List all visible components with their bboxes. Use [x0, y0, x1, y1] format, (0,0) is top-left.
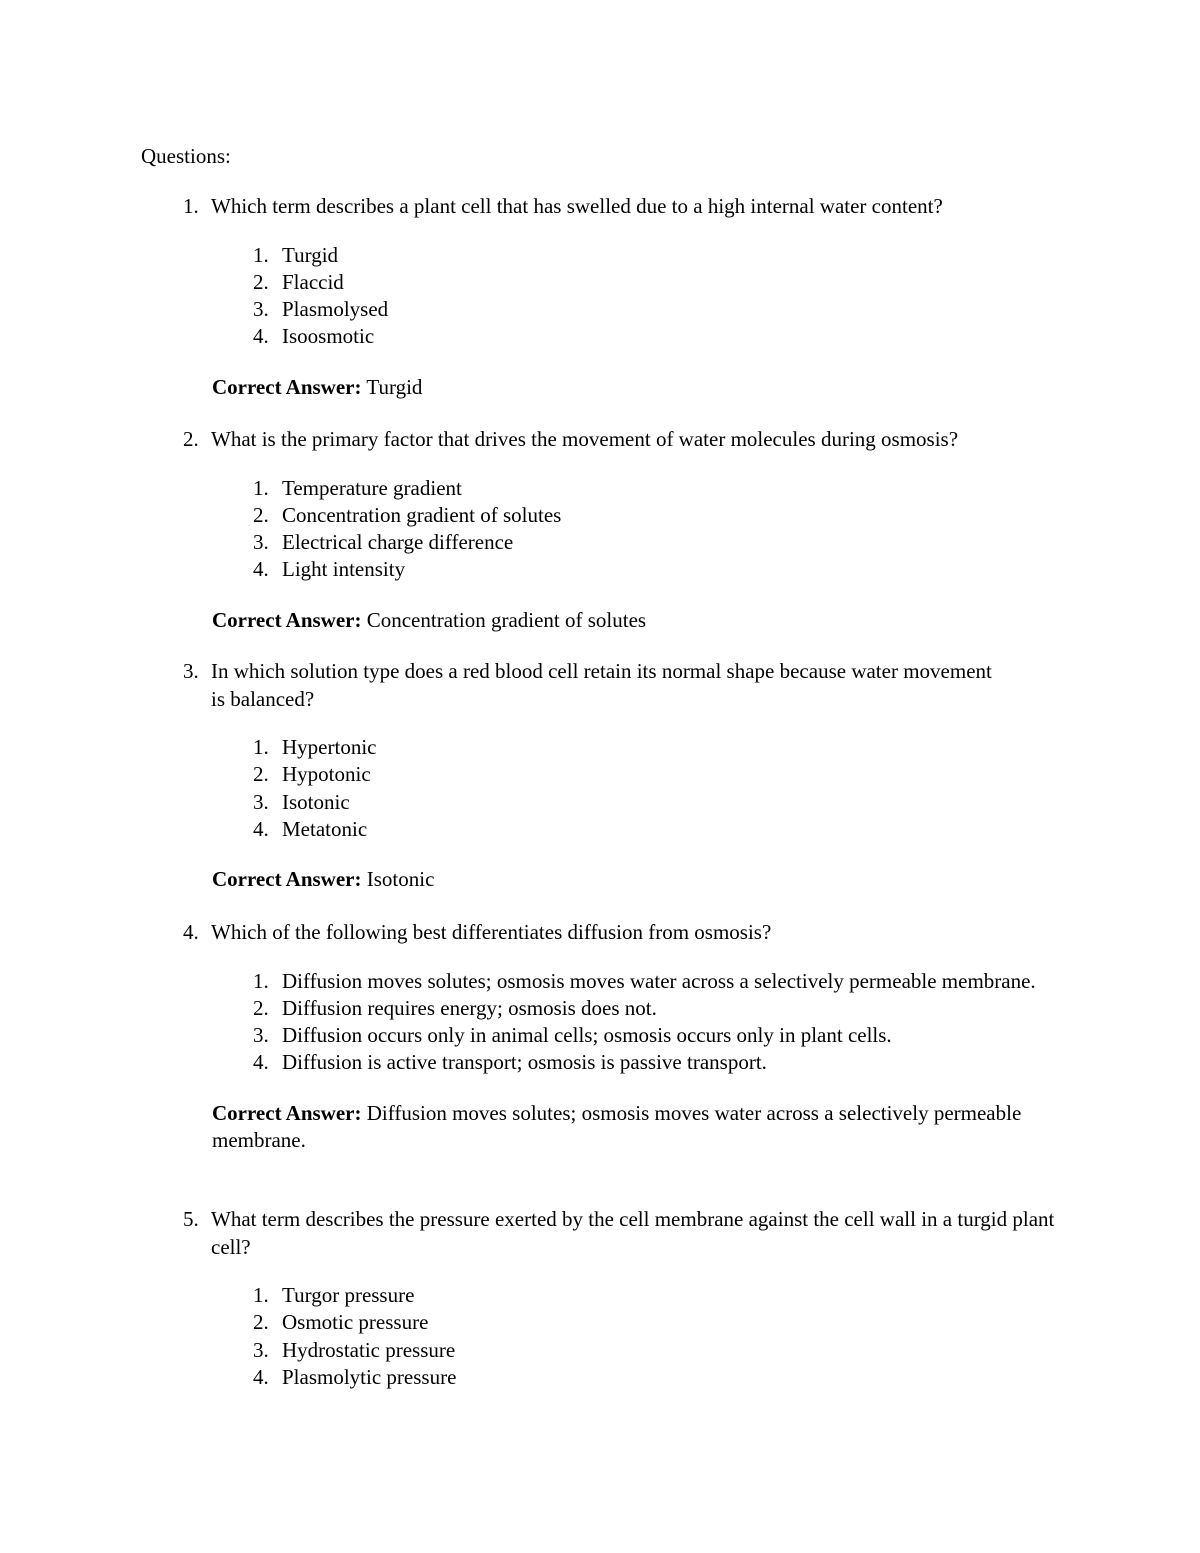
question-2: [0, 426, 1200, 634]
option-item: [0, 296, 1200, 323]
option-text: Osmotic pressure: [282, 1310, 429, 1335]
option-text: Diffusion moves solutes; osmosis moves water across a selectively permeable membrane.: [282, 968, 1036, 993]
option-text: Hydrostatic pressure: [282, 1337, 456, 1362]
correct-answer-label: Correct Answer:: [212, 607, 362, 632]
option-number: 4.: [253, 557, 269, 582]
option-item: [0, 1282, 1200, 1309]
correct-answer: [212, 1100, 1042, 1155]
correct-answer-value: Turgid: [366, 374, 423, 399]
options-list: [0, 968, 1200, 1077]
option-item: [0, 995, 1200, 1022]
option-item: [0, 242, 1200, 269]
correct-answer-value: Concentration gradient of solutes: [366, 607, 647, 632]
question-text: Which term describes a plant cell that has swelled due to a high internal water content?: [211, 194, 943, 218]
option-text: Diffusion requires energy; osmosis does not.: [282, 995, 657, 1020]
options-list: [0, 734, 1200, 843]
option-item: [0, 968, 1200, 995]
option-item: [0, 502, 1200, 529]
correct-answer-value: Isotonic: [366, 867, 435, 892]
question-number: 3.: [183, 659, 199, 683]
option-text: Light intensity: [282, 557, 406, 582]
question-line: [0, 1206, 1200, 1261]
option-item: [0, 556, 1200, 583]
option-item: [0, 475, 1200, 502]
options-list: [0, 475, 1200, 584]
question-line: [0, 193, 1200, 221]
questions-heading: Questions:: [141, 144, 231, 168]
correct-answer-value: Diffusion moves solutes; osmosis moves water across a selectively permeable membrane.: [212, 1100, 1022, 1153]
option-item: [0, 816, 1200, 843]
option-number: 4.: [253, 816, 269, 841]
correct-answer: [212, 866, 1042, 894]
option-item: [0, 1022, 1200, 1049]
option-number: 3.: [253, 530, 269, 555]
option-text: Isotonic: [282, 789, 350, 814]
correct-answer-label: Correct Answer:: [212, 374, 362, 399]
question-1: [0, 193, 1200, 401]
option-text: Electrical charge difference: [282, 530, 514, 555]
option-number: 2.: [253, 762, 269, 787]
question-number: 4.: [183, 920, 199, 944]
option-text: Turgid: [282, 242, 339, 267]
option-item: [0, 269, 1200, 296]
option-item: [0, 761, 1200, 788]
options-list: [0, 242, 1200, 351]
option-number: 2.: [253, 269, 269, 294]
question-4: [0, 919, 1200, 1155]
option-text: Metatonic: [282, 816, 368, 841]
option-text: Diffusion occurs only in animal cells; osmosis occurs only in plant cells.: [282, 1023, 892, 1048]
question-number: 1.: [183, 194, 199, 218]
option-number: 4.: [253, 1050, 269, 1075]
question-3: [0, 658, 1200, 894]
option-item: [0, 734, 1200, 761]
correct-answer-label: Correct Answer:: [212, 867, 362, 892]
option-item: [0, 789, 1200, 816]
option-number: 1.: [253, 242, 269, 267]
option-number: 2.: [253, 502, 269, 527]
option-item: [0, 1049, 1200, 1076]
question-5: [0, 1206, 1200, 1391]
options-list: [0, 1282, 1200, 1391]
option-text: Flaccid: [282, 269, 344, 294]
question-line: [0, 658, 1200, 713]
option-text: Hypertonic: [282, 735, 377, 759]
question-text: What term describes the pressure exerted by the cell membrane against the cell wall in a turgid plant cell?: [211, 1207, 1055, 1259]
question-line: [0, 919, 1200, 947]
option-number: 1.: [253, 968, 269, 993]
option-text: Plasmolytic pressure: [282, 1364, 457, 1389]
question-text: What is the primary factor that drives the movement of water molecules during osmosis?: [211, 427, 959, 451]
correct-answer: [212, 607, 1042, 635]
option-text: Temperature gradient: [282, 475, 462, 500]
option-number: 1.: [253, 1283, 269, 1307]
option-text: Hypotonic: [282, 762, 371, 787]
question-number: 2.: [183, 427, 199, 451]
option-text: Concentration gradient of solutes: [282, 502, 562, 527]
option-item: [0, 323, 1200, 350]
question-number: 5.: [183, 1207, 199, 1231]
question-text: Which of the following best differentiates diffusion from osmosis?: [211, 920, 772, 944]
option-number: 2.: [253, 995, 269, 1020]
option-number: 2.: [253, 1310, 269, 1335]
question-line: [0, 426, 1200, 454]
option-item: [0, 1364, 1200, 1391]
option-number: 3.: [253, 1337, 269, 1362]
option-item: [0, 529, 1200, 556]
correct-answer: [212, 374, 1042, 402]
option-item: [0, 1337, 1200, 1364]
question-text: In which solution type does a red blood cell retain its normal shape because water movement is balanced?: [211, 659, 992, 711]
option-number: 3.: [253, 297, 269, 322]
option-number: 1.: [253, 735, 269, 759]
option-text: Turgor pressure: [282, 1283, 415, 1307]
correct-answer-label: Correct Answer:: [212, 1100, 362, 1125]
option-text: Isoosmotic: [282, 324, 375, 349]
option-number: 3.: [253, 789, 269, 814]
option-number: 4.: [253, 1364, 269, 1389]
option-number: 3.: [253, 1023, 269, 1048]
option-item: [0, 1309, 1200, 1336]
option-number: 1.: [253, 475, 269, 500]
option-number: 4.: [253, 324, 269, 349]
option-text: Plasmolysed: [282, 297, 389, 322]
option-text: Diffusion is active transport; osmosis is passive transport.: [282, 1050, 767, 1075]
